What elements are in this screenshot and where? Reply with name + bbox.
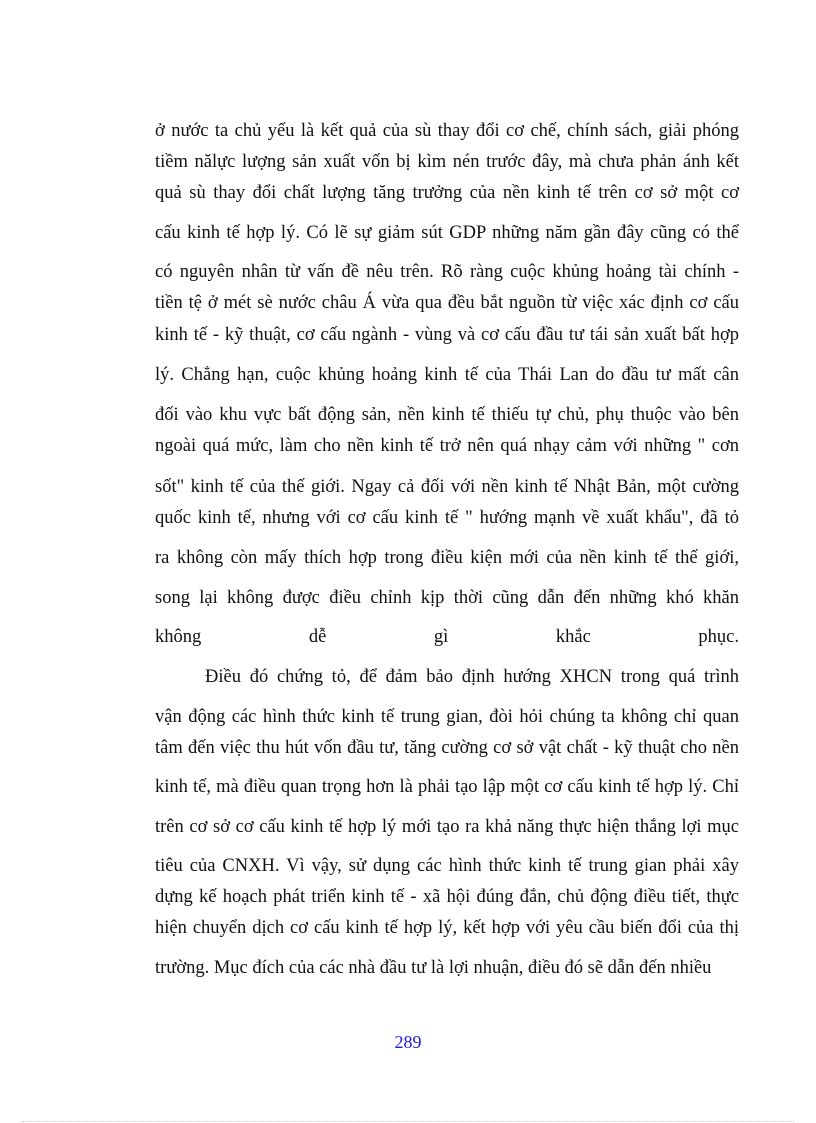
text-line: ngoài quá mức, làm cho nền kinh tế trở nên quá nhạy cảm với những " cơn: [155, 436, 739, 456]
text-line: hiện chuyển dịch cơ cấu kinh tế hợp lý, kết hợp với yêu cầu biến đổi của thị: [155, 918, 739, 938]
text-line: trường. Mục đích của các nhà đầu tư là lợi nhuận, điều đó sẽ dẫn đến nhiều: [155, 958, 712, 978]
text-line: cấu kinh tế hợp lý. Có lẽ sự giảm sút GDP những năm gần đây cũng có thể: [155, 223, 739, 243]
text-line: kinh tế, mà điều quan trọng hơn là phải tạo lập một cơ cấu kinh tế hợp lý. Chỉ: [155, 777, 739, 797]
text-line: vận động các hình thức kinh tế trung gian, đòi hỏi chúng ta không chỉ quan: [155, 707, 739, 727]
text-line: dựng kế hoạch phát triển kinh tế - xã hội đúng đắn, chủ động điều tiết, thực: [155, 887, 739, 907]
text-line: lý. Chẳng hạn, cuộc khủng hoảng kinh tế của Thái Lan do đầu tư mất cân: [155, 365, 739, 385]
text-line: có nguyên nhân từ vấn đề nêu trên. Rõ ràng cuộc khủng hoảng tài chính -: [155, 262, 739, 282]
text-line: quả sù thay đổi chất lượng tăng trưởng của nền kinh tế trên cơ sở một cơ: [155, 183, 739, 203]
paragraph-first-line: Điều đó chứng tỏ, để đảm bảo định hướng XHCN trong quá trình: [205, 667, 739, 687]
page-number: 289: [394, 1032, 422, 1052]
text-line: đối vào khu vực bất động sản, nền kinh tế thiếu tự chủ, phụ thuộc vào bên: [155, 405, 739, 425]
text-line: tiền tệ ở mét sè nước châu Á vừa qua đều bắt nguồn từ việc xác định cơ cấu: [155, 293, 739, 313]
text-line: tâm đến việc thu hút vốn đầu tư, tăng cường cơ sở vật chất - kỹ thuật cho nền: [155, 738, 739, 758]
text-line: quốc kinh tế, nhưng với cơ cấu kinh tế " hướng mạnh về xuất khẩu", đã tỏ: [155, 508, 739, 528]
text-line: ra không còn mấy thích hợp trong điều kiện mới của nền kinh tế thế giới,: [155, 548, 739, 568]
text-line: tiêu của CNXH. Vì vậy, sử dụng các hình thức kinh tế trung gian phải xây: [155, 856, 739, 876]
text-line: không dễ gì khắc phục.: [155, 627, 739, 647]
page-bottom-divider: [22, 1121, 794, 1122]
text-line: song lại không được điều chỉnh kịp thời cũng dẫn đến những khó khăn: [155, 588, 739, 608]
text-line: kinh tế - kỹ thuật, cơ cấu ngành - vùng và cơ cấu đầu tư tái sản xuất bất hợp: [155, 325, 739, 345]
text-line: ở nước ta chủ yếu là kết quả của sù thay đổi cơ chế, chính sách, giải phóng: [155, 121, 739, 141]
text-line: sốt" kinh tế của thế giới. Ngay cả đối với nền kinh tế Nhật Bản, một cường: [155, 477, 739, 497]
text-line: trên cơ sở cơ cấu kinh tế hợp lý mới tạo ra khả năng thực hiện thắng lợi mục: [155, 817, 739, 837]
text-line: tiềm nălực lượng sản xuất vốn bị kìm nén trước đây, mà chưa phản ánh kết: [155, 152, 739, 172]
